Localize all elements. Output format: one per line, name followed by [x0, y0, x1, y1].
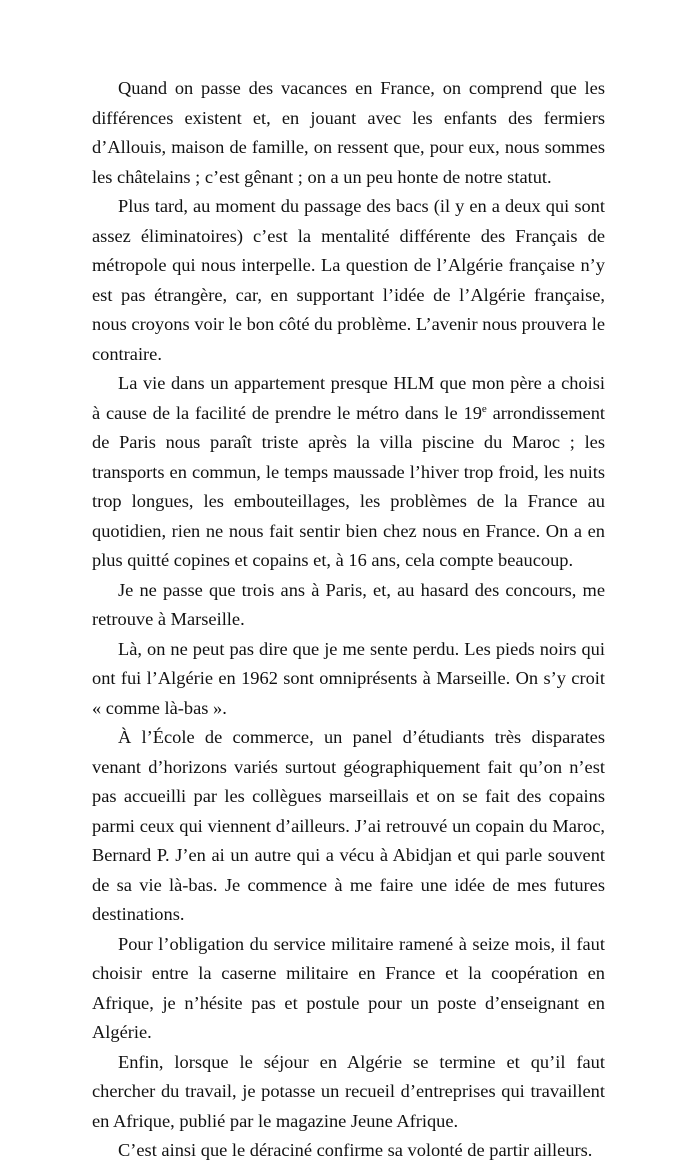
paragraph-appartement-text-after: arrondissement de Paris nous paraît triste après la villa piscine du Maroc ; les transports en commun, le temps maussade l’hiver trop froid, les nuits trop longues, les embouteillages, les problèmes de la France au quotidien, rien ne nous fait sentir bien chez nous en France. On a en plus quitté copines et copains et, à 16 ans, cela compte beaucoup.: [92, 402, 606, 570]
paragraph-passage-bacs: Plus tard, au moment du passage des bacs (il y en a deux qui sont assez éliminatoires) c’est la mentalité différente des Français de métropole qui nous interpelle. La question de l’Algérie française n’y est pas étrangère, car, en supportant l’idée de l’Algérie française, nous croyons voir le bon côté du problème. L’avenir nous prouvera le contraire.: [92, 196, 605, 364]
paragraph-sejour-algerie: Enfin, lorsque le séjour en Algérie se termine et qu’il faut chercher du travail, je potasse un recueil d’entreprises qui travaillent en Afrique, publié par le magazine Jeune Afrique.: [92, 1051, 605, 1131]
paragraph-ecole-commerce: À l’École de commerce, un panel d’étudiants très disparates venant d’horizons variés surtout géographiquement fait qu’on n’est pas accueilli par les collègues marseillais et on se fait des copains parmi ceux qui viennent d’ailleurs. J’ai retrouvé un copain du Maroc, Bernard P. J’en ai un autre qui a vécu à Abidjan et qui parle souvent de sa vie là-bas. Je commence à me faire une idée de mes futures destinations.: [92, 727, 605, 924]
paragraph-vacances-france: Quand on passe des vacances en France, on comprend que les différences existent et, en jouant avec les enfants des fermiers d’Allouis, maison de famille, on ressent que, pour eux, nous sommes les châtelains ; c’est gênant ; on a un peu honte de notre statut.: [92, 78, 605, 187]
paragraph-deracine: C’est ainsi que le déraciné confirme sa volonté de partir ailleurs.: [118, 1140, 593, 1160]
body-text: [92, 74, 605, 1166]
paragraph-appartement-text-before: La vie dans un appartement presque HLM que mon père a choisi à cause de la facilité de prendre le métro dans le 19: [92, 373, 605, 423]
ordinal-superscript: e: [481, 402, 487, 415]
paragraph-trois-ans-paris: Je ne passe que trois ans à Paris, et, au hasard des concours, me retrouve à Marseille.: [92, 579, 605, 629]
paragraph-appartement-paris: [92, 369, 605, 576]
paragraph-service-militaire: Pour l’obligation du service militaire ramené à seize mois, il faut choisir entre la caserne militaire en France et la coopération en Afrique, je n’hésite pas et postule pour un poste d’enseignant en Algérie.: [92, 933, 605, 1042]
paragraph-marseille: Là, on ne peut pas dire que je me sente perdu. Les pieds noirs qui ont fui l’Algérie en 1962 sont omniprésents à Marseille. On s’y croit « comme là-bas ».: [92, 638, 605, 718]
